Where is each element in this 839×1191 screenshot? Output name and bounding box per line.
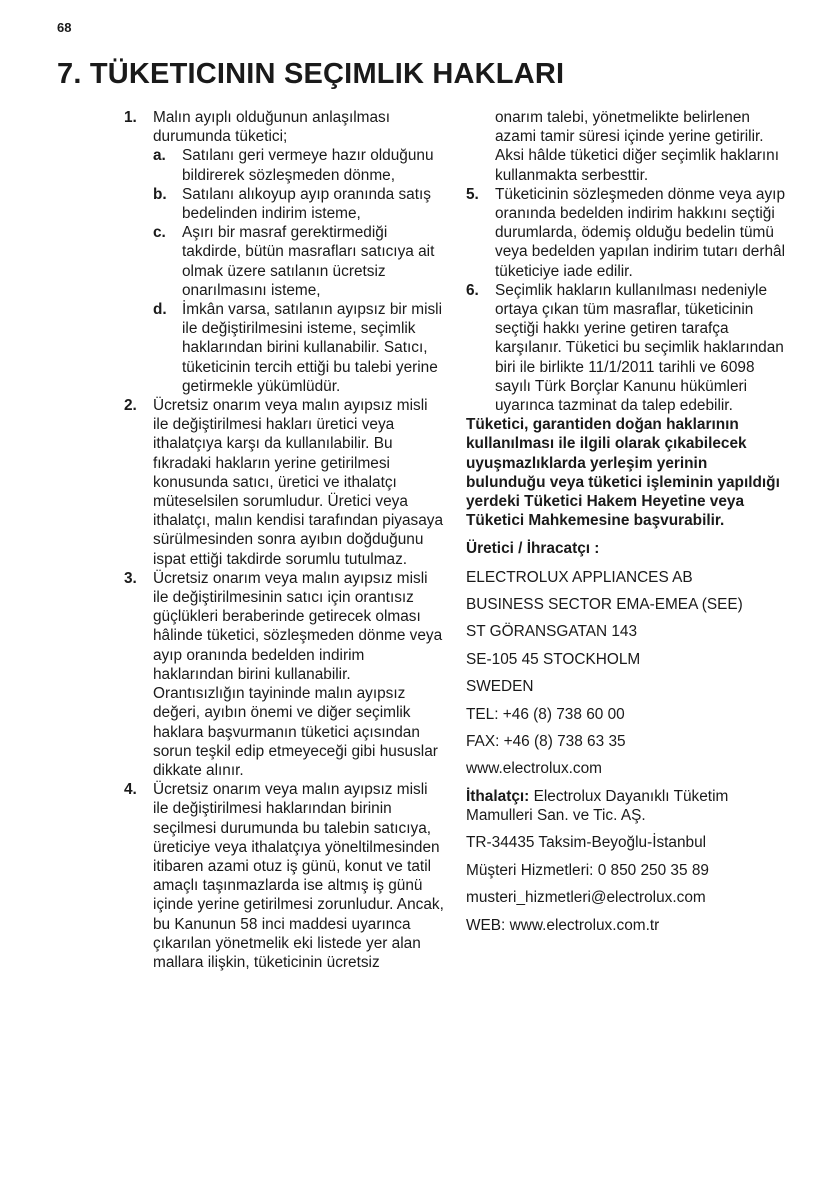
sub-item-text: Satılanı geri vermeye hazır olduğunu bildirerek sözleşmeden dönme, bbox=[182, 147, 434, 184]
page-title: 7. TÜKETICININ SEÇIMLIK HAKLARI bbox=[57, 58, 565, 90]
sub-item-b bbox=[153, 185, 444, 223]
item-number: 5. bbox=[466, 185, 479, 203]
country: SWEDEN bbox=[466, 678, 534, 696]
importer-name: Electrolux Dayanıklı Tüketim Mamulleri San. ve Tic. AŞ. bbox=[466, 787, 729, 824]
importer-label: İthalatçı: bbox=[466, 787, 530, 805]
item-text: Ücretsiz onarım veya malın ayıpsız misli ile değiştirilmesi haklarından birinin seçilmesi durumunda bu talebin satıcıya, üreticiye veya ithalatçıya yöneltilmesinden itibaren azami otuz iş günü, konut ve tatil amaçlı taşınmazlarda ise altmış iş günü içinde yerine getirilmesi zorunludur. Ancak, bu Kanunun 58 inci maddesi uyarınca çıkarılan yönetmelik eki listede yer alan mallara ilişkin, tüketicinin ücretsiz bbox=[153, 781, 444, 971]
right-column bbox=[466, 108, 786, 943]
item-text: Tüketicinin sözleşmeden dönme veya ayıp oranında bedelden indirim hakkını seçtiği durumlarda, ödemiş olduğu bedelin tümü veya bedelden yapılan indirim tutarı derhâl tüketiciye iade edilir. bbox=[495, 185, 786, 280]
sub-item-d bbox=[153, 300, 444, 396]
website-link[interactable]: www.electrolux.com bbox=[466, 760, 602, 778]
item-number: 1. bbox=[124, 109, 137, 126]
email-link[interactable]: musteri_hizmetleri@electrolux.com bbox=[466, 889, 706, 907]
sub-item-letter: b. bbox=[153, 185, 167, 203]
item-number: 2. bbox=[124, 397, 137, 415]
business-sector: BUSINESS SECTOR EMA-EMEA (SEE) bbox=[466, 596, 743, 614]
left-column bbox=[124, 108, 444, 972]
item-text: Ücretsiz onarım veya malın ayıpsız misli ile değiştirilmesinin satıcı için orantısız güçlükleri beraberinde getirecek olması hâlinde tüketici, sözleşmeden dönme veya ayıp oranında bedelden indirim haklarından birini kullanabilir. Orantısızlığın tayininde malın ayıpsız değeri, ayıbın önemi ve diğer seçimlik haklara başvurmanın tüketici açısından sorun teşkil edip etmeyeceği gibi hususlar dikkate alınır. bbox=[153, 569, 443, 779]
telephone: TEL: +46 (8) 738 60 00 bbox=[466, 705, 625, 723]
item-text: Seçimlik hakların kullanılması nedeniyle ortaya çıkan tüm masraflar, tüketicinin seçtiği hakkı yerine getiren tarafça karşılanır. Tüketici bu seçimlik haklarından biri ile birlikte 11/1/2011 tarihli ve 6098 sayılı Türk Borçlar Kanunu hükümleri uyarınca tazminat da talep edebilir. bbox=[495, 281, 784, 415]
sub-item-text: Aşırı bir masraf gerektirmediği takdirde, bütün masrafları satıcıya ait olmak üzere satılanın ücretsiz onarılmasını isteme, bbox=[182, 224, 435, 299]
fax: FAX: +46 (8) 738 63 35 bbox=[466, 733, 626, 751]
street-address: ST GÖRANSGATAN 143 bbox=[466, 623, 638, 641]
city-address: SE-105 45 STOCKHOLM bbox=[466, 650, 641, 668]
list-item-2 bbox=[124, 396, 444, 569]
page-number: 68 bbox=[57, 20, 72, 35]
importer-info bbox=[466, 787, 786, 825]
list-item-5 bbox=[466, 185, 786, 281]
item-text: Malın ayıplı olduğunun anlaşılması durumunda tüketici; bbox=[153, 109, 390, 146]
item-number: 4. bbox=[124, 781, 137, 799]
sub-item-c bbox=[153, 223, 444, 300]
item-number: 3. bbox=[124, 569, 137, 587]
importer-address: TR-34435 Taksim-Beyoğlu-İstanbul bbox=[466, 834, 707, 852]
manufacturer-heading: Üretici / İhracatçı : bbox=[466, 540, 600, 558]
list-item-4 bbox=[124, 780, 444, 972]
sub-item-letter: a. bbox=[153, 147, 166, 165]
list-item-6 bbox=[466, 281, 786, 415]
item-number: 6. bbox=[466, 281, 479, 299]
sub-item-letter: c. bbox=[153, 224, 166, 242]
sub-item-text: İmkân varsa, satılanın ayıpsız bir misli ile değiştirilmesini isteme, seçimlik haklarından birini kullanabilir. Satıcı, tüketicinin tercih ettiği bu talebi yerine getirmekle yükümlüdür. bbox=[182, 301, 443, 395]
importer-website-link[interactable]: WEB: www.electrolux.com.tr bbox=[466, 916, 660, 934]
consumer-rights-notice: Tüketici, garantiden doğan haklarının kullanılması ile ilgili olarak çıkabilecek uyuşmazlıklarda yerleşim yerinin bulunduğu veya tüketici işleminin yapıldığı yerdeki Tüketici Hakem Heyetine veya Tüketici Mahkemesine başvurabilir. bbox=[466, 416, 780, 530]
item-text: Ücretsiz onarım veya malın ayıpsız misli ile değiştirilmesi hakları üretici veya ithalatçıya karşı da kullanılabilir. Bu fıkradaki hakların yerine getirilmesi konusunda satıcı, üretici ve ithalatçı müteselsilen sorumludur. Üretici veya ithalatçı, malın kendisi tarafından piyasaya sürülmesinden sonra ayıbın doğduğunu ispat ettiği takdirde sorumlu tutulmaz. bbox=[153, 397, 444, 568]
list-item-1 bbox=[124, 108, 444, 396]
list-item-4-continued: onarım talebi, yönetmelikte belirlenen azami tamir süresi içinde yerine getirilir. Aksi hâlde tüketici diğer seçimlik haklarını kullanmakta serbesttir. bbox=[495, 109, 779, 184]
importer-block bbox=[466, 787, 786, 935]
list-item-3 bbox=[124, 569, 444, 780]
sub-item-a bbox=[153, 146, 444, 184]
sub-item-letter: d. bbox=[153, 301, 167, 319]
manufacturer-block bbox=[466, 539, 786, 778]
customer-service-phone: Müşteri Hizmetleri: 0 850 250 35 89 bbox=[466, 861, 709, 879]
company-name: ELECTROLUX APPLIANCES AB bbox=[466, 568, 693, 586]
sub-item-text: Satılanı alıkoyup ayıp oranında satış bedelinden indirim isteme, bbox=[182, 185, 431, 223]
